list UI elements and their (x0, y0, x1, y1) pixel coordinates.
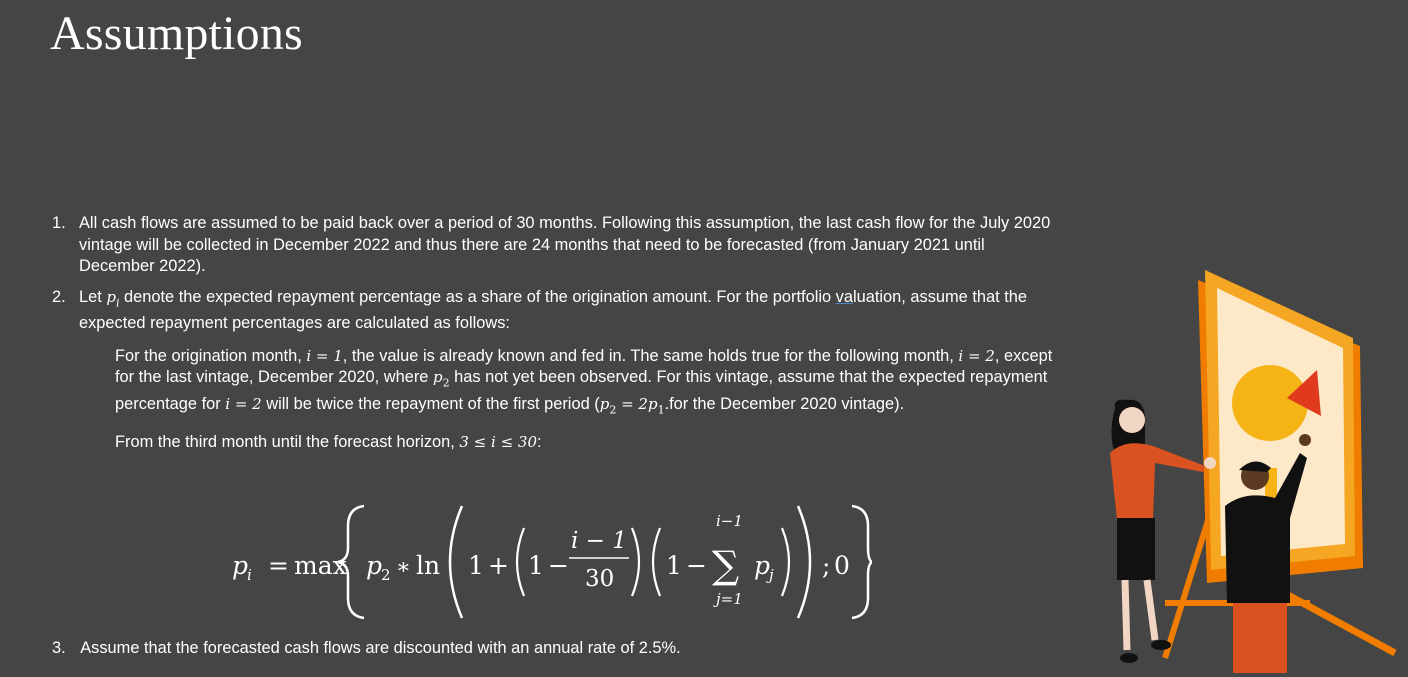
var-sub-i: i (115, 295, 120, 309)
item-2-text-a: Let (79, 287, 107, 306)
woman-shirt (1110, 443, 1205, 520)
sub1-m5a: p (599, 395, 610, 414)
item-1-text: All cash flows are assumed to be paid back over a period of 30 months. Following this assumption, the last cash flow for the July 2020 vintage will be collected in December 2022 and thus there are 24 months that need to be forecasted (from January 2021 until December 2022). (79, 214, 1051, 275)
formula-p2-sub: 2 (381, 566, 391, 584)
formula-ln: ln (416, 551, 441, 580)
formula-lhs-p: p (232, 551, 249, 580)
sub2-t2: : (537, 432, 542, 451)
presentation-illustration (1095, 258, 1400, 673)
formula-minus-b: − (686, 551, 707, 580)
item-2-sub-paragraph-1 (115, 346, 1062, 421)
var-p: p (106, 287, 116, 306)
easel-leg-right (1275, 588, 1395, 653)
woman-leg-left (1125, 580, 1127, 650)
list-item-3 (52, 639, 681, 658)
formula-p2: p (366, 551, 383, 580)
sub1-t6: .for the December 2020 vintage). (664, 395, 905, 414)
woman-shoe-left (1120, 653, 1138, 663)
sub1-t1: For the origination month, (115, 346, 307, 365)
woman-hand (1204, 457, 1216, 469)
sub1-m5asub: 2 (609, 403, 617, 417)
repayment-formula (232, 498, 872, 624)
sub2-m1: 3 ≤ i ≤ 30 (459, 432, 538, 451)
woman-shoe-right (1151, 640, 1171, 650)
sub1-m3sub: 2 (442, 376, 450, 390)
formula-sum: ∑ (712, 543, 740, 587)
formula-minus-a: − (548, 551, 569, 580)
sub2-t1: From the third month until the forecast horizon, (115, 432, 460, 451)
item-2-text-highlight: va (835, 287, 853, 306)
formula-one-b: 1 (528, 551, 544, 580)
list-item-1 (52, 213, 1062, 278)
formula-frac-num: i − 1 (571, 528, 627, 554)
sub1-m5bsub: 1 (657, 403, 665, 417)
formula-sum-top: i−1 (716, 512, 743, 530)
formula-sep: ; (822, 551, 831, 580)
sub1-m3: p (432, 368, 443, 387)
sub1-m2: i = 2 (958, 346, 995, 365)
woman-leg-right (1147, 580, 1155, 640)
left-brace (338, 506, 364, 618)
woman-head (1119, 407, 1145, 433)
paren-open-a (517, 528, 524, 596)
item-2-sub-paragraph-2 (115, 432, 1062, 454)
sub1-m4: i = 2 (225, 395, 262, 414)
right-brace (852, 506, 872, 618)
formula-one-a: 1 (468, 551, 484, 580)
paren-close-outer (798, 506, 810, 618)
page-title: Assumptions (50, 7, 303, 60)
sub1-t3: , except for the last vintage, December 2020, where (115, 346, 1053, 387)
man-hand (1299, 434, 1311, 446)
formula-zero: 0 (834, 551, 850, 580)
list-number: 3. (52, 639, 66, 657)
formula-lhs-sub: i (247, 566, 252, 584)
sub1-t4: has not yet been observed. For this vintage, assume that the expected repayment percentage for (115, 368, 1048, 414)
sub1-t2: , the value is already known and fed in. The same holds true for the following month, (342, 346, 959, 365)
item-2-text-b: denote the expected repayment percentage as a share of the origination amount. For the portfolio (119, 287, 836, 306)
paren-open-b (653, 528, 660, 596)
sub1-m1: i = 1 (306, 346, 343, 365)
formula-plus: + (488, 551, 509, 580)
sub1-m5b: = 2p (616, 395, 658, 414)
sub1-t5: will be twice the repayment of the first period ( (261, 395, 600, 414)
formula-max: max (294, 551, 347, 580)
woman-skirt (1117, 518, 1155, 580)
paren-close-a (632, 528, 639, 596)
item-2-text-c: luation, assume that the expected repayment percentages are calculated as follows: (79, 287, 1028, 333)
formula-frac-den: 30 (585, 566, 615, 592)
list-number: 2. (52, 287, 66, 306)
item-3-text: Assume that the forecasted cash flows are discounted with an annual rate of 2.5%. (80, 639, 681, 657)
formula-equals: = (268, 551, 289, 580)
assumptions-list (52, 213, 1062, 453)
man-pants (1233, 603, 1287, 673)
paren-open-outer (450, 506, 462, 618)
formula-times: ∗ (396, 555, 411, 580)
formula-one-c: 1 (666, 551, 682, 580)
formula-pj-sub: j (769, 566, 774, 584)
formula-sum-bottom: j=1 (716, 590, 743, 608)
formula-pj: p (754, 551, 771, 580)
list-number: 1. (52, 214, 66, 232)
paren-close-b (782, 528, 789, 596)
list-item-2 (52, 287, 1062, 335)
